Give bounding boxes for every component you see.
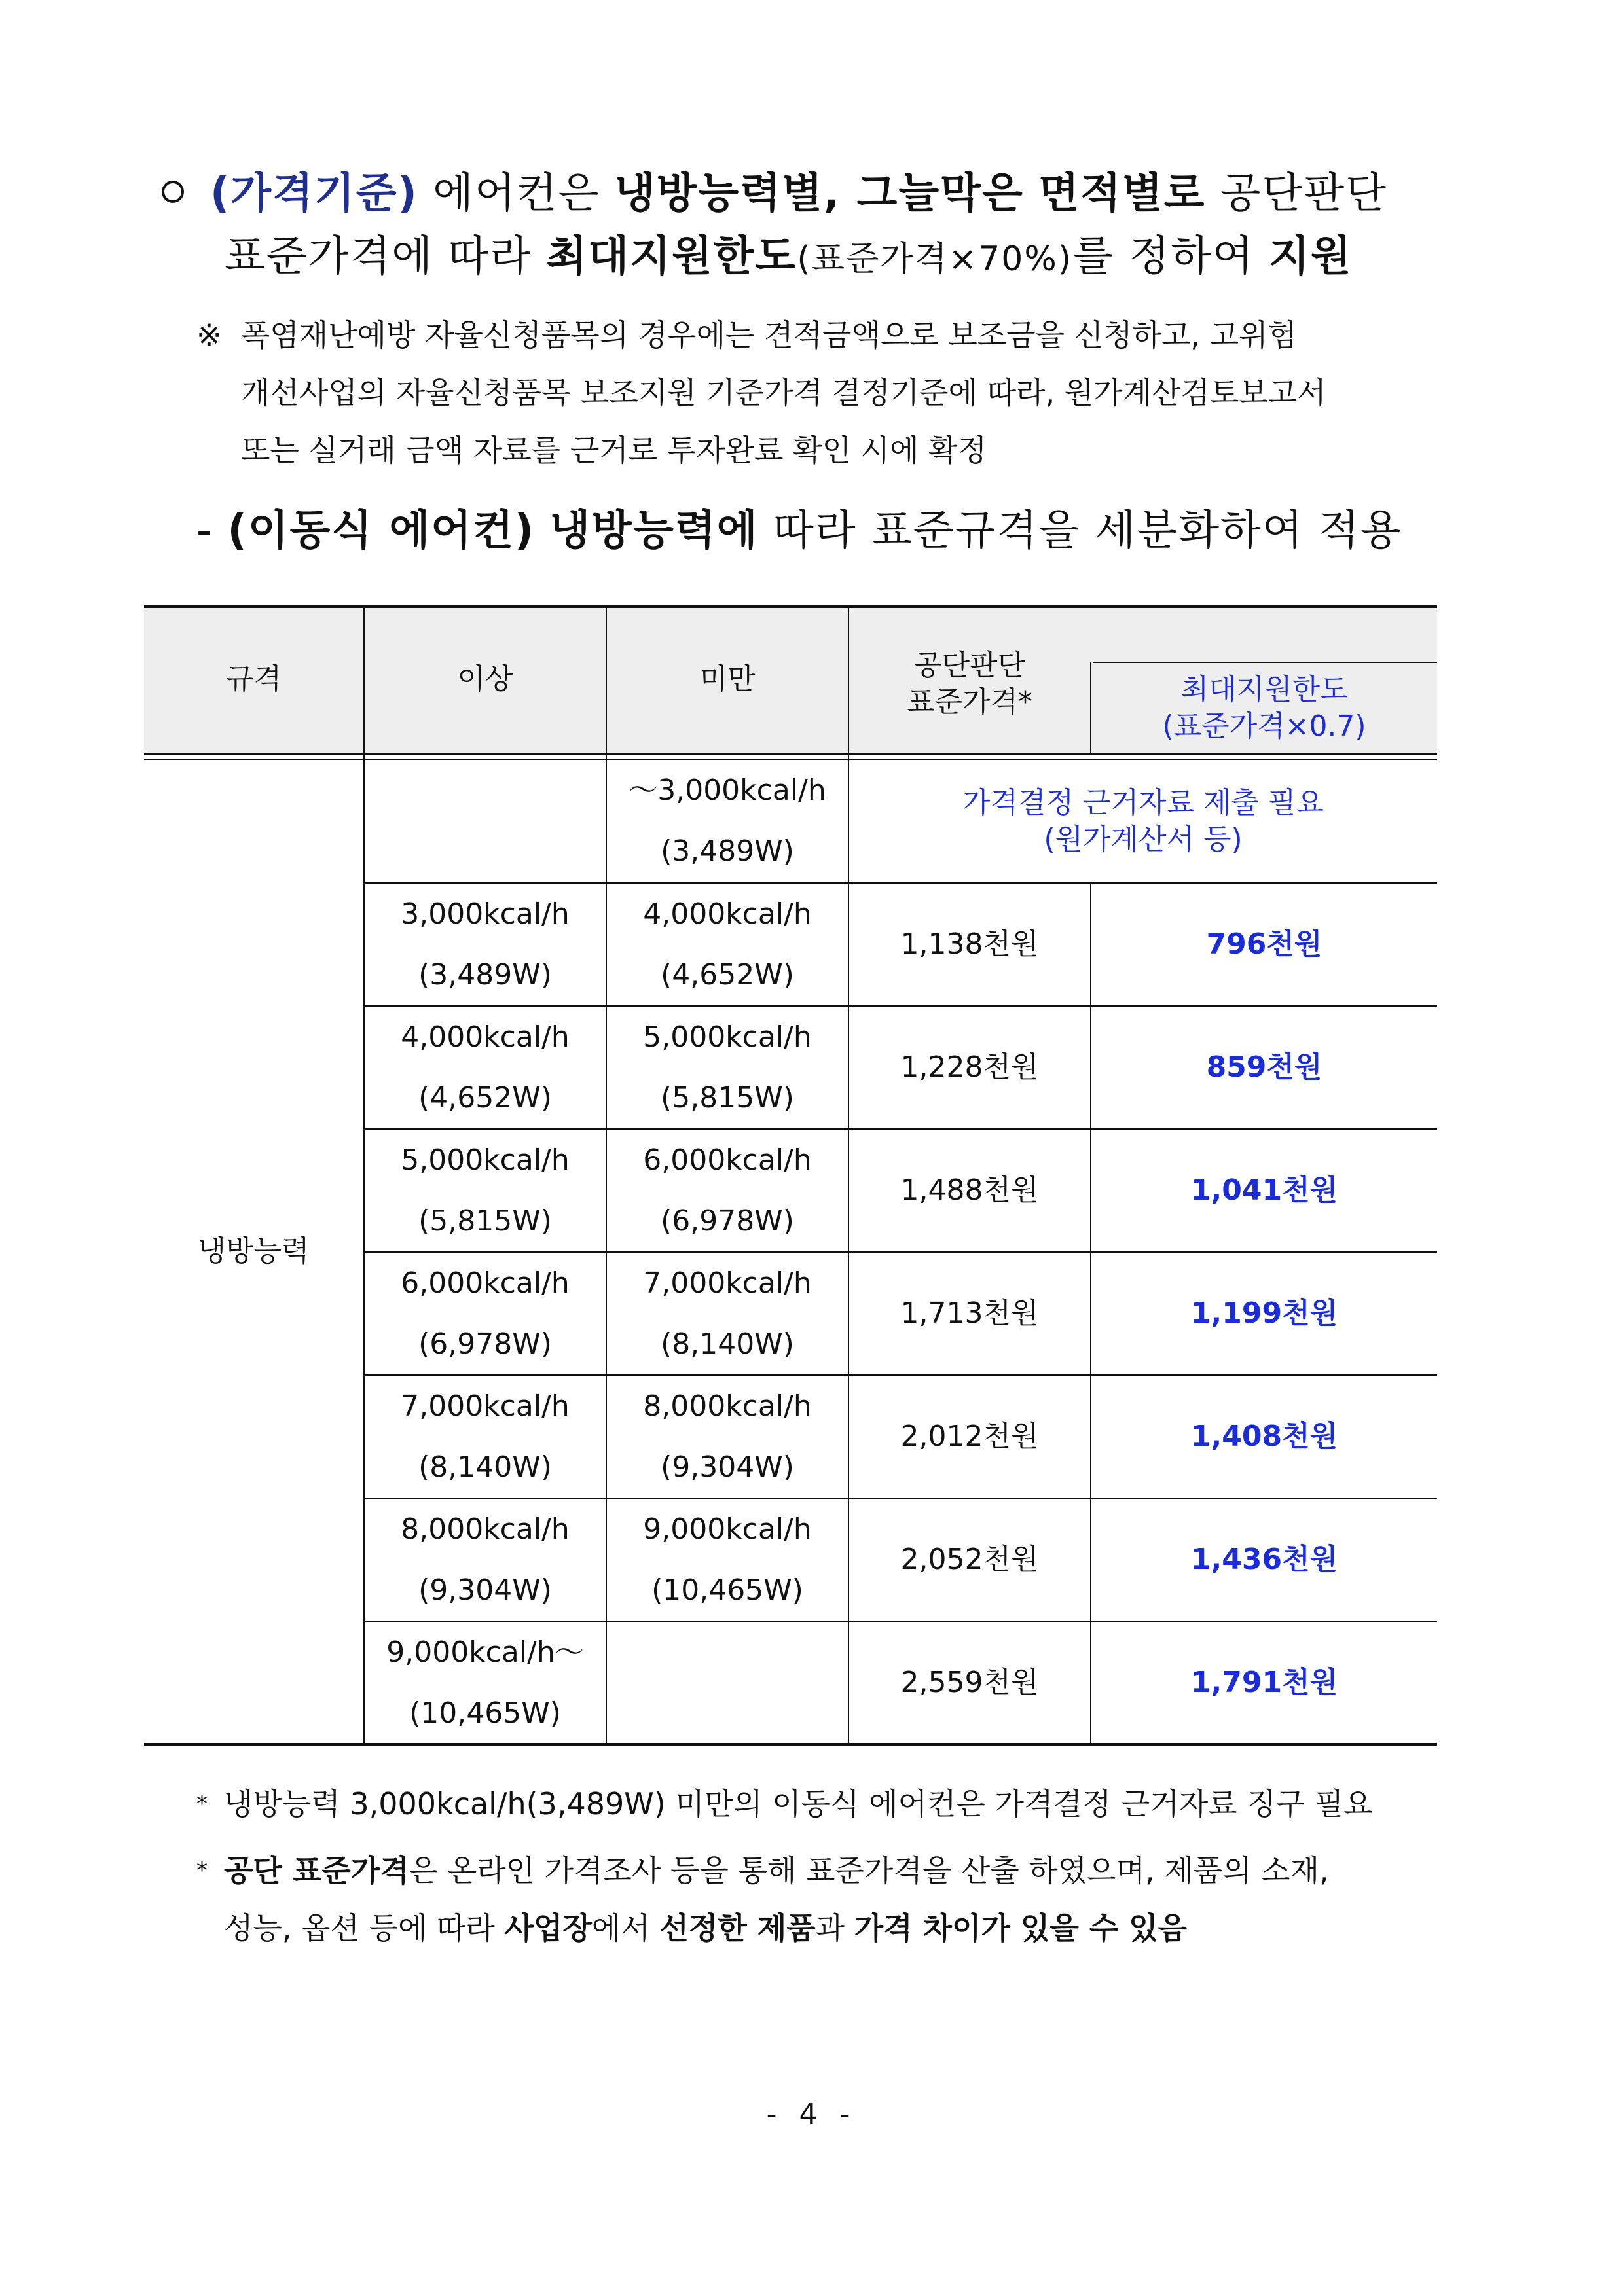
header-standard-price-line-1: 공단판단 — [913, 649, 1025, 682]
row-min-kcal: 9,000kcal/h～ — [386, 1635, 584, 1669]
footnote-1 — [196, 1775, 1373, 1833]
row-standard-price: 1,138천원 — [900, 927, 1039, 961]
row-standard-price: 2,559천원 — [900, 1666, 1039, 1699]
footnote-2-bold: 공단 표준가격 — [224, 1853, 409, 1888]
row-min-cell — [365, 1253, 606, 1374]
text-span: 에어컨은 — [433, 170, 600, 218]
pricing-standard-line-1 — [162, 162, 1387, 225]
pricing-standard-label: (가격기준) — [210, 170, 418, 218]
first-row-note-line-2: (원가계산서 등) — [1044, 822, 1243, 856]
text-span: 에서 — [591, 1910, 650, 1946]
row-max-kcal: 8,000kcal/h — [643, 1389, 812, 1423]
first-row-max — [607, 760, 848, 882]
text-span: 따라 표준규격을 세분화하여 적용 — [773, 507, 1402, 555]
cooling-capacity-group-label: 냉방능력 — [198, 1234, 310, 1268]
text-span: 공단판단 — [1220, 170, 1388, 218]
text-span: 표준가격에 따라 — [225, 232, 532, 281]
header-standard-price-line-2: 표준가격* — [906, 685, 1032, 719]
row-min-watt: (10,465W) — [409, 1696, 561, 1730]
row-max-watt: (10,465W) — [651, 1573, 803, 1607]
pricing-standard-paragraph — [162, 162, 1387, 291]
header-standard-price — [849, 632, 1090, 736]
text-span: (표준가격×70%) — [797, 240, 1073, 279]
header-limit-line-2: (표준가격×0.7) — [1162, 709, 1366, 743]
row-standard-price: 1,713천원 — [900, 1297, 1039, 1330]
reference-note-line-2: 개선사업의 자율신청품목 보조지원 기준가격 결정기준에 따라, 원가계산검토보고서 — [241, 375, 1326, 410]
text-span: 지원 — [1269, 232, 1353, 281]
first-row-max-kcal: ～3,000kcal/h — [629, 773, 826, 807]
row-max-cell — [607, 1499, 848, 1621]
row-max-support-limit: 1,408천원 — [1190, 1420, 1338, 1453]
first-row-max-watt: (3,489W) — [661, 834, 794, 869]
row-max-kcal: 7,000kcal/h — [643, 1266, 812, 1300]
first-row-note — [849, 760, 1437, 882]
reference-note-line-1 — [196, 306, 1326, 364]
row-min-kcal: 5,000kcal/h — [401, 1143, 570, 1177]
footnote-1-text: 냉방능력 3,000kcal/h(3,489W) 미만의 이동식 에어컨은 가격결정 근거자료 징구 필요 — [224, 1786, 1373, 1821]
row-min-cell — [365, 1007, 606, 1128]
row-min-watt: (5,815W) — [418, 1204, 552, 1238]
row-max-watt: (6,978W) — [661, 1204, 794, 1238]
row-min-kcal: 7,000kcal/h — [401, 1389, 570, 1423]
text-span: 선정한 제품 — [659, 1910, 816, 1946]
row-max-support-limit: 796천원 — [1206, 927, 1322, 961]
text-span: 를 정하여 — [1072, 232, 1254, 281]
row-max-support-limit: 859천원 — [1206, 1050, 1322, 1084]
text-span: 냉방능력별, 그늘막은 — [614, 170, 1024, 218]
portable-aircon-heading — [196, 499, 1402, 562]
row-max-watt: (4,652W) — [661, 958, 794, 992]
text-span: 냉방능력에 — [549, 507, 759, 555]
reference-mark-icon: ※ — [196, 317, 222, 353]
row-min-watt: (3,489W) — [418, 958, 552, 992]
row-min-cell — [365, 1499, 606, 1621]
row-max-cell — [607, 1253, 848, 1374]
row-min-watt: (8,140W) — [418, 1450, 552, 1484]
reference-note-line-3: 또는 실거래 금액 자료를 근거로 투자완료 확인 시에 확정 — [241, 433, 987, 468]
row-max-support-limit: 1,791천원 — [1190, 1666, 1338, 1699]
row-standard-price: 2,052천원 — [900, 1543, 1039, 1576]
row-min-watt: (4,652W) — [418, 1081, 552, 1115]
row-max-cell — [607, 1376, 848, 1498]
circle-bullet-icon — [162, 181, 184, 203]
asterisk-icon: * — [196, 1857, 208, 1884]
header-bottom-border — [144, 753, 1437, 755]
row-min-watt: (9,304W) — [418, 1573, 552, 1607]
footnote-2-text: 은 온라인 가격조사 등을 통해 표준가격을 산출 하였으며, 제품의 소재, — [409, 1853, 1329, 1888]
pricing-standard-line-2 — [162, 225, 1387, 291]
row-min-cell — [365, 1376, 606, 1498]
row-standard-price: 1,228천원 — [900, 1050, 1039, 1084]
row-min-kcal: 6,000kcal/h — [401, 1266, 570, 1300]
row-max-kcal: 9,000kcal/h — [643, 1512, 812, 1546]
row-max-cell — [607, 884, 848, 1005]
dash-bullet: - — [196, 507, 213, 555]
footnote-2 — [196, 1842, 1329, 1899]
row-min-kcal: 4,000kcal/h — [401, 1020, 570, 1054]
row-max-watt: (9,304W) — [661, 1450, 794, 1484]
row-max-kcal: 5,000kcal/h — [643, 1020, 812, 1054]
row-max-cell — [607, 1007, 848, 1128]
row-max-support-limit: 1,199천원 — [1190, 1297, 1338, 1330]
row-min-cell — [365, 1130, 606, 1251]
portable-aircon-label: (이동식 에어컨) — [227, 507, 536, 555]
row-standard-price: 2,012천원 — [900, 1420, 1039, 1453]
row-max-support-limit: 1,436천원 — [1190, 1543, 1338, 1576]
first-row-note-line-1: 가격결정 근거자료 제출 필요 — [962, 785, 1324, 819]
header-spec: 규격 — [225, 662, 282, 696]
text-span: 최대지원한도 — [546, 232, 797, 281]
row-min-watt: (6,978W) — [418, 1327, 552, 1361]
row-max-kcal: 4,000kcal/h — [643, 897, 812, 931]
row-min-cell — [365, 884, 606, 1005]
text-span: 면적별로 — [1038, 170, 1206, 218]
header-min: 이상 — [457, 662, 513, 696]
asterisk-icon: * — [196, 1791, 208, 1817]
header-max-support-limit — [1091, 663, 1437, 753]
row-max-watt: (5,815W) — [661, 1081, 794, 1115]
row-max-support-limit: 1,041천원 — [1190, 1174, 1338, 1207]
page-number: - 4 - — [766, 2098, 857, 2131]
row-min-kcal: 3,000kcal/h — [401, 897, 570, 931]
standard-price-table — [144, 605, 1437, 1736]
header-limit-line-1: 최대지원한도 — [1180, 673, 1348, 706]
row-max-watt: (8,140W) — [661, 1327, 794, 1361]
text-span: 가격 차이가 있을 수 있음 — [854, 1910, 1188, 1946]
reference-note — [196, 306, 1326, 479]
text-span: 과 — [815, 1910, 845, 1946]
text-span: 사업장 — [504, 1910, 592, 1946]
row-max-cell — [607, 1622, 848, 1744]
header-max: 미만 — [699, 662, 756, 696]
row-max-kcal: 6,000kcal/h — [643, 1143, 812, 1177]
footnote-2-continuation — [224, 1899, 1187, 1957]
row-max-cell — [607, 1130, 848, 1251]
row-standard-price: 1,488천원 — [900, 1174, 1039, 1207]
text-span: 폭염재난예방 자율신청품목의 경우에는 견적금액으로 보조금을 신청하고, 고위험 — [240, 317, 1297, 353]
text-span: 성능, 옵션 등에 따라 — [224, 1910, 495, 1946]
row-min-cell — [365, 1622, 606, 1744]
row-min-kcal: 8,000kcal/h — [401, 1512, 570, 1546]
